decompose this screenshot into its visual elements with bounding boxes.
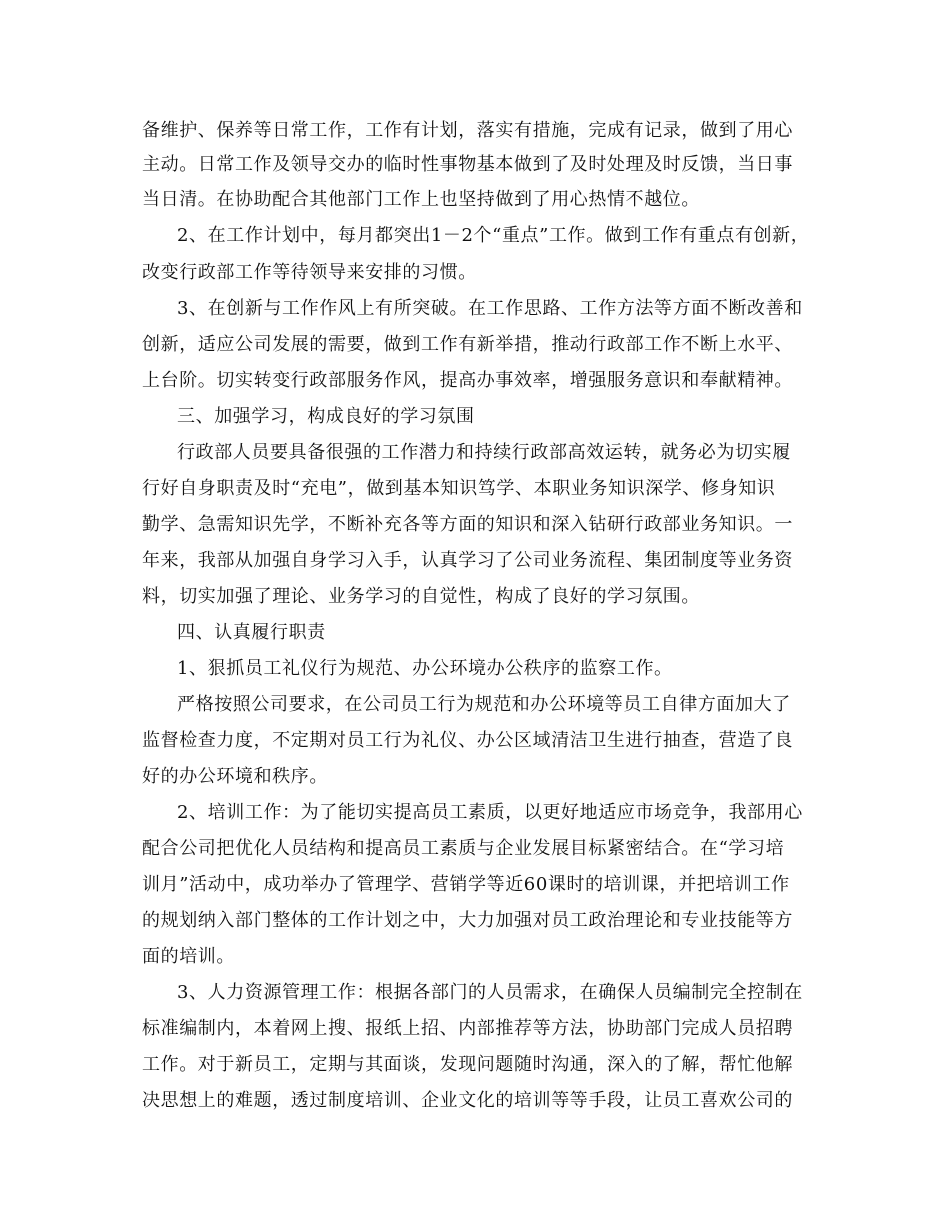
text-line: 训月”活动中，成功举办了管理学、营销学等近60课时的培训课，并把培训工作: [142, 874, 790, 895]
text-line: 配合公司把优化人员结构和提高员工素质与企业发展目标紧密结合。在“学习培: [142, 838, 785, 859]
text-line: 严格按照公司要求，在公司员工行为规范和办公环境等员工自律方面加大了: [177, 694, 791, 715]
text-line: 3、在创新与工作作风上有所突破。在工作思路、工作方法等方面不断改善和: [177, 298, 803, 319]
text-line: 备维护、保养等日常工作，工作有计划，落实有措施，完成有记录，做到了用心: [142, 120, 793, 141]
text-line: 行政部人员要具备很强的工作潜力和持续行政部高效运转，就务必为切实履: [177, 442, 791, 463]
text-line: 面的培训。: [142, 946, 235, 967]
text-line: 3、人力资源管理工作：根据各部门的人员需求，在确保人员编制完全控制在: [177, 982, 803, 1003]
text-line: 好的办公环境和秩序。: [142, 766, 328, 787]
text-line: 2、在工作计划中，每月都突出1－2个“重点”工作。做到工作有重点有创新，: [177, 225, 810, 246]
text-line: 创新，适应公司发展的需要，做到工作有新举措，推动行政部工作不断上水平、: [142, 334, 793, 355]
text-line: 决思想上的难题，透过制度培训、企业文化的培训等等手段，让员工喜欢公司的: [142, 1090, 793, 1111]
text-line: 2、培训工作：为了能切实提高员工素质，以更好地适应市场竞争，我部用心: [177, 802, 803, 823]
text-line: 的规划纳入部门整体的工作计划之中，大力加强对员工政治理论和专业技能等方: [142, 910, 793, 931]
text-line: 勤学、急需知识先学，不断补充各等方面的知识和深入钻研行政部业务知识。一: [142, 514, 793, 535]
section-heading: 三、加强学习，构成良好的学习氛围: [177, 406, 475, 427]
text-line: 改变行政部工作等待领导来安排的习惯。: [142, 262, 477, 283]
text-line: 工作。对于新员工，定期与其面谈，发现问题随时沟通，深入的了解，帮忙他解: [142, 1054, 793, 1075]
text-line: 上台阶。切实转变行政部服务作风，提高办事效率，增强服务意识和奉献精神。: [142, 370, 793, 391]
text-line: 料，切实加强了理论、业务学习的自觉性，构成了良好的学习氛围。: [142, 586, 700, 607]
text-line: 1、狠抓员工礼仪行为规范、办公环境办公秩序的监察工作。: [177, 658, 673, 679]
text-line: 当日清。在协助配合其他部门工作上也坚持做到了用心热情不越位。: [142, 189, 700, 210]
text-line: 行好自身职责及时“充电”，做到基本知识笃学、本职业务知识深学、修身知识: [142, 478, 776, 499]
text-line: 标准编制内，本着网上搜、报纸上招、内部推荐等方法，协助部门完成人员招聘: [142, 1018, 793, 1039]
text-line: 年来，我部从加强自身学习入手，认真学习了公司业务流程、集团制度等业务资: [142, 550, 793, 571]
section-heading: 四、认真履行职责: [177, 622, 326, 643]
text-line: 主动。日常工作及领导交办的临时性事物基本做到了及时处理及时反馈，当日事: [142, 154, 793, 175]
text-line: 监督检查力度，不定期对员工行为礼仪、办公区域清洁卫生进行抽查，营造了良: [142, 730, 793, 751]
